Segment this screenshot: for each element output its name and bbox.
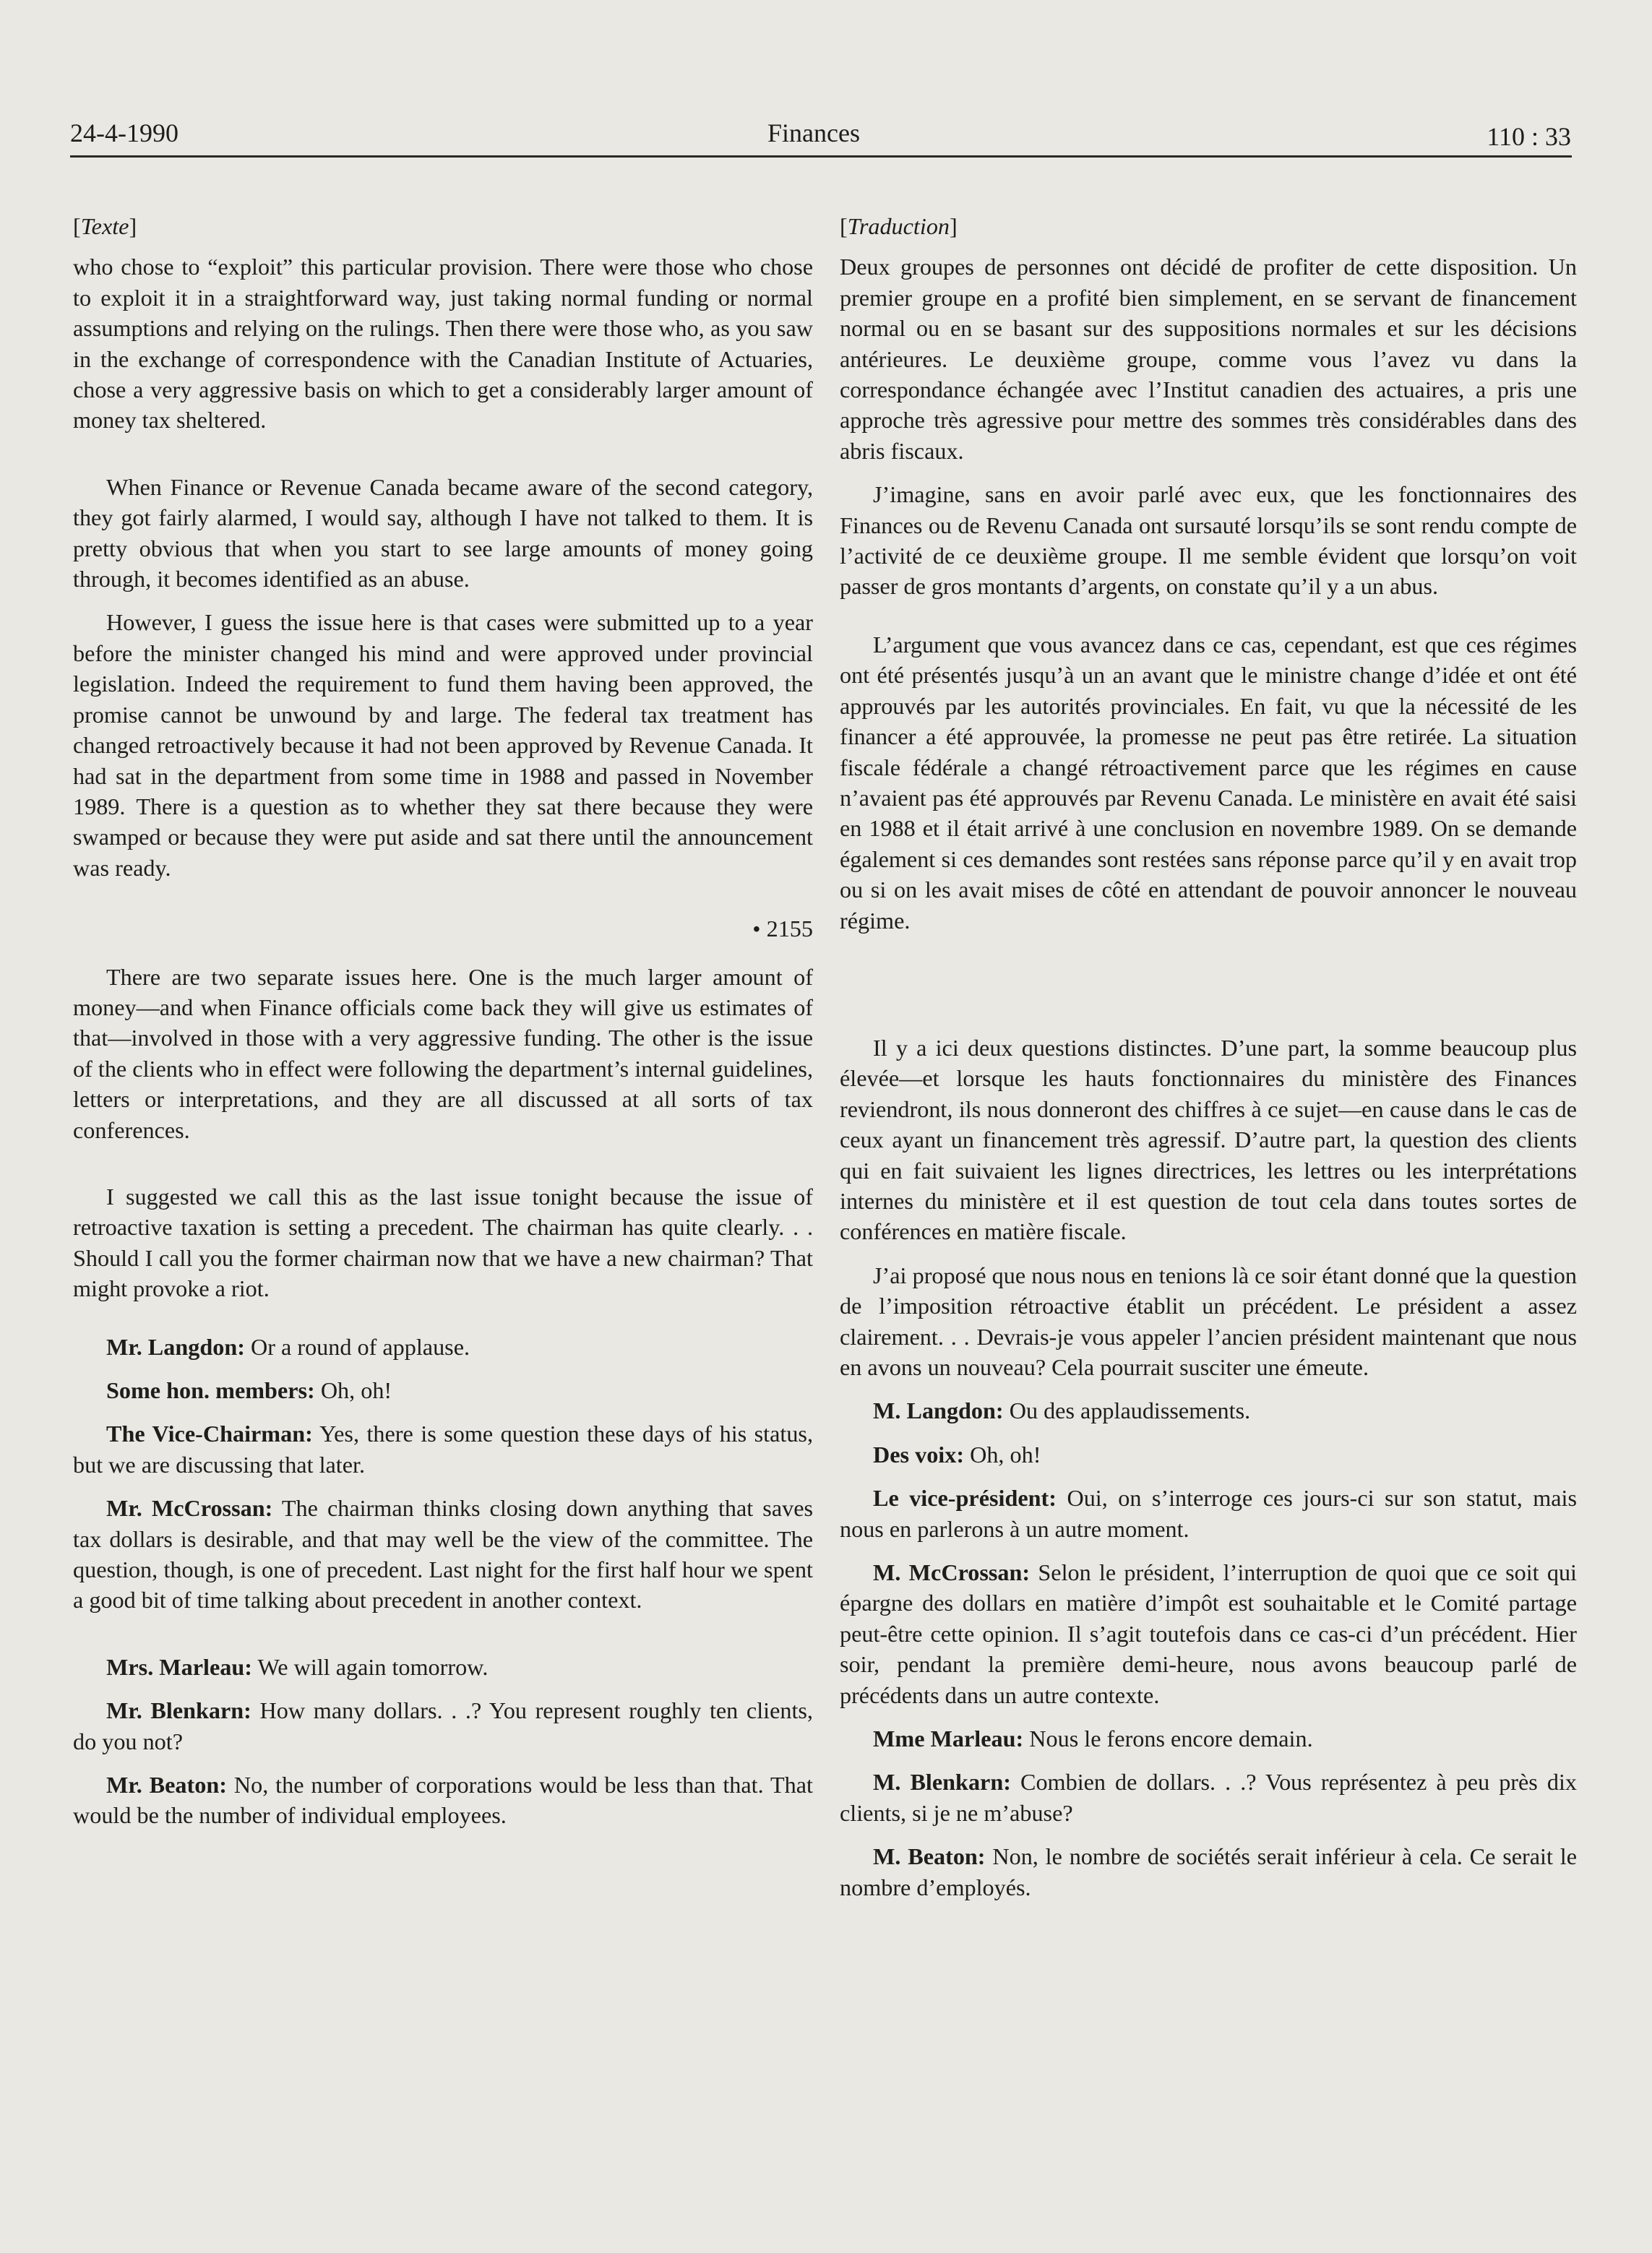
paragraph-5: J’ai proposé que nous nous en tenions là ce soir étant donné que la question de l’imposition rétroactive établit un précédent. Le président a assez clairement. . . Devrais-je vous appeler l’ancien président maintenant que nous en avons un nouveau? Cela pourrait susciter une émeute. — [840, 1262, 1577, 1380]
dialogue-line — [73, 1332, 813, 1362]
dialogue-line — [840, 1395, 1577, 1426]
speech-text: Oh, oh! — [964, 1441, 1041, 1468]
speech-text: Oh, oh! — [314, 1377, 392, 1403]
speech-text: Selon le président, l’interruption de quoi que ce soit qui épargne des dollars en matière d’impôt est souhaitable et le Comité partage peut-être cette opinion. Il s’agit toutefois dans ce cas-ci d’un précédent. Hier soir, pendant la première demi-heure, nous avons beaucoup parlé de précédents dans un autre contexte. — [840, 1559, 1577, 1708]
speech-text: Combien de dollars. . .? Vous représentez à peu près dix clients, si je ne m’abuse? — [840, 1769, 1577, 1826]
speaker-name: Mr. McCrossan: — [106, 1495, 273, 1522]
speaker-name: Mr. Blenkarn: — [106, 1697, 251, 1724]
speaker-name: Mr. Langdon: — [106, 1333, 245, 1360]
speech-text: No, the number of corporations would be less than that. That would be the number of individual employees. — [73, 1772, 813, 1829]
speaker-name: M. Beaton: — [873, 1843, 986, 1870]
timestamp: • 2155 — [752, 916, 813, 942]
dialogue-line — [840, 1483, 1577, 1544]
speech-text: Oui, on s’interroge ces jours-ci sur son statut, mais nous en parlerons à un autre moment. — [840, 1485, 1577, 1542]
dialogue-line — [73, 1375, 813, 1405]
paragraph-2: When Finance or Revenue Canada became aware of the second category, they got fairly alarmed, I would say, although I have not talked to them. It is pretty obvious that when you start to see large amounts of money going through, it becomes identified as an abuse. — [73, 473, 813, 593]
speech-text: Yes, there is some question these days of his status, but we are discussing that later. — [73, 1421, 814, 1478]
dialogue-line — [840, 1723, 1577, 1754]
column-label-texte: [Texte] — [73, 213, 137, 239]
paragraph-1: who chose to “exploit” this particular provision. There were those who chose to exploit it in a straightforward way, just taking normal funding or normal assumptions and relying on the rulings. Then there were those who, as you saw in the exchange of correspondence with the Canadian Institute of Actuaries, chose a very aggressive basis on which to get a considerably larger amount of money tax sheltered. — [73, 254, 813, 434]
speaker-name: M. McCrossan: — [873, 1559, 1031, 1586]
speaker-name: Mme Marleau: — [873, 1726, 1024, 1752]
speaker-name: Some hon. members: — [106, 1377, 315, 1403]
speaker-name: Le vice-président: — [873, 1485, 1057, 1512]
speech-text: We will again tomorrow. — [252, 1653, 489, 1680]
english-column — [73, 211, 813, 1831]
header-page-number: 110 : 33 — [1487, 122, 1571, 151]
paragraph-5: I suggested we call this as the last issue tonight because the issue of retroactive taxation is setting a precedent. The chairman has quite clearly. . . Should I call you the former chairman now that we have a new chairman? That might provoke a riot. — [73, 1183, 813, 1302]
speaker-name: M. Langdon: — [873, 1397, 1004, 1424]
header-title: Finances — [767, 119, 860, 147]
paragraph-1: Deux groupes de personnes ont décidé de profiter de cette disposition. Un premier groupe en a profité bien simplement, en se servant de financement normal ou en se basant sur des suppositions normales et sur les décisions antérieures. Le deuxième groupe, comme vous l’avez vu dans la correspondance échangée avec l’Institut canadien des actuaires, a pris une approche très agressive pour mettre des sommes très considérables dans des abris fiscaux. — [840, 254, 1577, 464]
column-label-traduction: [Traduction] — [840, 213, 958, 239]
paragraph-4: Il y a ici deux questions distinctes. D’une part, la somme beaucoup plus élevée—et lorsque les hauts fonctionnaires du ministère des Finances reviendront, ils nous donneront des chiffres à ce sujet—en cause dans le cas de ceux ayant un financement très agressif. D’autre part, la question des clients qui en fait suivaient les lignes directrices, les lettres ou les interprétations internes du ministère et il est question de tout cela dans toutes sortes de conférences en matière fiscale. — [840, 1034, 1577, 1245]
speaker-name: Mr. Beaton: — [106, 1772, 227, 1798]
dialogue-line — [840, 1557, 1577, 1710]
speaker-name: Des voix: — [873, 1441, 965, 1468]
dialogue-line — [840, 1767, 1577, 1828]
dialogue-line — [73, 1770, 813, 1831]
dialogue-line — [73, 1695, 813, 1757]
dialogue-line — [73, 1652, 813, 1682]
speech-text: Ou des applaudissements. — [1003, 1397, 1251, 1424]
dialogue-line — [73, 1493, 813, 1616]
speech-text: Nous le ferons encore demain. — [1023, 1726, 1313, 1752]
header-rule — [70, 155, 1572, 158]
dialogue-line — [840, 1841, 1577, 1903]
paragraph-3: However, I guess the issue here is that cases were submitted up to a year before the minister changed his mind and were approved under provincial legislation. Indeed the requirement to fund them having been approved, the promise cannot be unwound by and large. The federal tax treatment has changed retroactively because it had not been approved by Revenue Canada. It had sat in the department from some time in 1988 and passed in November 1989. There is a question as to whether they sat there because they were swamped or because they were put aside and sat there until the announcement was ready. — [73, 609, 813, 881]
header-date: 24-4-1990 — [70, 119, 178, 147]
paragraph-2: J’imagine, sans en avoir parlé avec eux, que les fonctionnaires des Finances ou de Revenu Canada ont sursauté lorsqu’ils se sont rendu compte de l’activité de ce deuxième groupe. Il me semble évident que lorsqu’on voit passer de gros montants d’argents, on constate qu’il y a un abus. — [840, 481, 1577, 600]
speech-text: Non, le nombre de sociétés serait inférieur à cela. Ce serait le nombre d’employés. — [840, 1843, 1577, 1900]
speaker-name: The Vice-Chairman: — [106, 1421, 313, 1447]
paragraph-3: L’argument que vous avancez dans ce cas, cependant, est que ces régimes ont été présentés jusqu’à un an avant que le ministre change d’idée et ont été approuvés par les autorités provinciales. En fait, vu que la nécessité de les financer a été approuvée, la promesse ne peut pas être retirée. La situation fiscale fédérale a changé rétroactivement parce que les régimes en cause n’avaient pas été approuvés par Revenu Canada. Le ministère en avait été saisi en 1988 et il était arrivé à une conclusion en novembre 1989. On se demande également si ces demandes sont restées sans réponse parce qu’il y en avait trop ou si on les avait mises de côté en attendant de pouvoir annoncer le nouveau régime. — [840, 631, 1577, 934]
speech-text: How many dollars. . .? You represent roughly ten clients, do you not? — [73, 1697, 813, 1754]
speech-text: The chairman thinks closing down anything that saves tax dollars is desirable, and that may well be the view of the committee. The question, though, is one of precedent. Last night for the first half hour we spent a good bit of time talking about precedent in another context. — [73, 1495, 814, 1614]
speech-text: Or a round of applause. — [244, 1333, 470, 1360]
speaker-name: M. Blenkarn: — [873, 1769, 1011, 1796]
dialogue-line — [73, 1418, 813, 1480]
french-column — [840, 211, 1577, 1903]
dialogue-line — [840, 1439, 1577, 1470]
speaker-name: Mrs. Marleau: — [106, 1653, 252, 1680]
paragraph-4: There are two separate issues here. One is the much larger amount of money—and when Finance officials come back they will give us estimates of that—involved in those with a very aggressive funding. The other is the issue of the clients who in effect were following the department’s internal guidelines, letters or interpretations, and they are all discussed at all sorts of tax conferences. — [73, 963, 813, 1143]
